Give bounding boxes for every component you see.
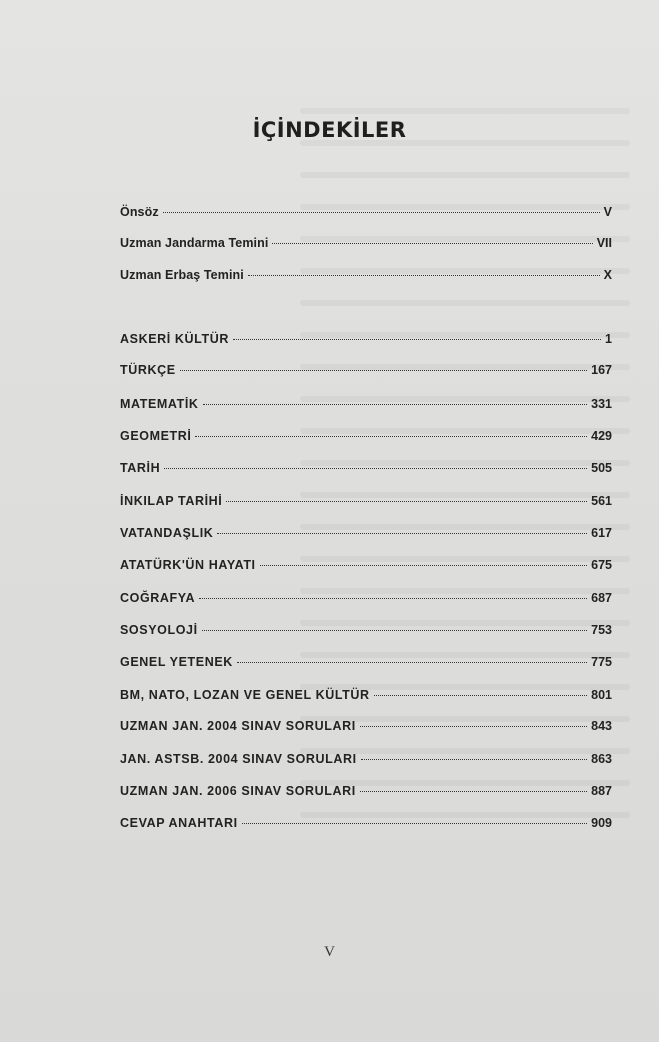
toc-entry-page: X xyxy=(603,268,612,282)
dot-leader xyxy=(272,243,592,244)
toc-entry-label: Önsöz xyxy=(120,205,159,219)
toc-entry-page: 801 xyxy=(591,688,612,702)
toc-entry-label: TÜRKÇE xyxy=(120,363,176,377)
toc-entry-uzman-erbas-temini[interactable] xyxy=(120,268,612,288)
toc-entry-label: SOSYOLOJİ xyxy=(120,623,198,637)
dot-leader xyxy=(242,823,587,824)
dot-leader xyxy=(248,275,600,276)
toc-entry-uzman-jan-2006[interactable] xyxy=(120,784,612,804)
toc-entry-label: UZMAN JAN. 2004 SINAV SORULARI xyxy=(120,719,356,733)
toc-entry-tarih[interactable] xyxy=(120,461,612,481)
toc-entry-page: 561 xyxy=(591,494,612,508)
toc-entry-label: Uzman Erbaş Temini xyxy=(120,268,244,282)
toc-entry-uzman-jandarma-temini[interactable] xyxy=(120,236,612,256)
dot-leader xyxy=(199,598,587,599)
dot-leader xyxy=(237,662,587,663)
toc-entry-sosyoloji[interactable] xyxy=(120,623,612,643)
toc-entry-label: COĞRAFYA xyxy=(120,591,196,605)
page-number: V xyxy=(324,944,335,960)
toc-entry-page: 843 xyxy=(591,719,612,733)
toc-entry-page: VII xyxy=(596,236,612,250)
dot-leader xyxy=(360,726,587,727)
toc-entry-label: ASKERİ KÜLTÜR xyxy=(120,332,229,346)
toc-entry-geometri[interactable] xyxy=(120,429,612,449)
toc-entry-page: 331 xyxy=(591,397,612,411)
dot-leader xyxy=(163,212,600,213)
dot-leader xyxy=(360,791,587,792)
dot-leader xyxy=(374,695,588,696)
toc-entry-page: 753 xyxy=(591,623,612,637)
toc-entry-page: 775 xyxy=(591,655,612,669)
toc-entry-genel-yetenek[interactable] xyxy=(120,655,612,675)
toc-entry-askeri-kultur[interactable] xyxy=(120,332,612,352)
toc-entry-page: 617 xyxy=(591,526,612,540)
dot-leader xyxy=(164,468,587,469)
dot-leader xyxy=(202,630,587,631)
toc-entry-matematik[interactable] xyxy=(120,397,612,417)
toc-entry-page: 909 xyxy=(591,816,612,830)
toc-entry-label: GEOMETRİ xyxy=(120,429,192,443)
toc-entry-label: GENEL YETENEK xyxy=(120,655,233,669)
toc-entry-turkce[interactable] xyxy=(120,363,612,383)
toc-entry-page: 887 xyxy=(591,784,612,798)
toc-entry-jan-astsb-2004[interactable] xyxy=(120,752,612,772)
toc-entry-page: 863 xyxy=(591,752,612,766)
toc-entry-page: 429 xyxy=(591,429,612,443)
toc-entry-label: Uzman Jandarma Temini xyxy=(120,236,269,250)
toc-entry-bm-nato-lozan[interactable] xyxy=(120,688,612,708)
page-title: İÇİNDEKİLER xyxy=(252,118,407,142)
dot-leader xyxy=(203,404,588,405)
toc-entry-label: JAN. ASTSB. 2004 SINAV SORULARI xyxy=(120,752,357,766)
toc-entry-uzman-jan-2004[interactable] xyxy=(120,719,612,739)
toc-entry-label: İNKILAP TARİHİ xyxy=(120,494,223,508)
toc-entry-page: 505 xyxy=(591,461,612,475)
toc-entry-page: V xyxy=(603,205,612,219)
dot-leader xyxy=(180,370,587,371)
toc-entry-label: MATEMATİK xyxy=(120,397,199,411)
dot-leader xyxy=(217,533,587,534)
toc-entry-cografya[interactable] xyxy=(120,591,612,611)
toc-entry-page: 1 xyxy=(605,332,612,346)
toc-entry-label: VATANDAŞLIK xyxy=(120,526,214,540)
toc-entry-label: TARİH xyxy=(120,461,161,475)
dot-leader xyxy=(233,339,601,340)
toc-entry-label: BM, NATO, LOZAN VE GENEL KÜLTÜR xyxy=(120,688,370,702)
dot-leader xyxy=(260,565,588,566)
toc-entry-vatandaslik[interactable] xyxy=(120,526,612,546)
toc-entry-cevap-anahtari[interactable] xyxy=(120,816,612,836)
toc-entry-ataturkun-hayati[interactable] xyxy=(120,558,612,578)
dot-leader xyxy=(195,436,587,437)
toc-entry-label: ATATÜRK'ÜN HAYATI xyxy=(120,558,256,572)
dot-leader xyxy=(361,759,587,760)
toc-entry-onsoz[interactable] xyxy=(120,205,612,225)
dot-leader xyxy=(226,501,587,502)
toc-entry-page: 167 xyxy=(591,363,612,377)
toc-entry-label: UZMAN JAN. 2006 SINAV SORULARI xyxy=(120,784,356,798)
toc-entry-inkilap-tarihi[interactable] xyxy=(120,494,612,514)
toc-entry-label: CEVAP ANAHTARI xyxy=(120,816,238,830)
toc-entry-page: 687 xyxy=(591,591,612,605)
toc-entry-page: 675 xyxy=(591,558,612,572)
